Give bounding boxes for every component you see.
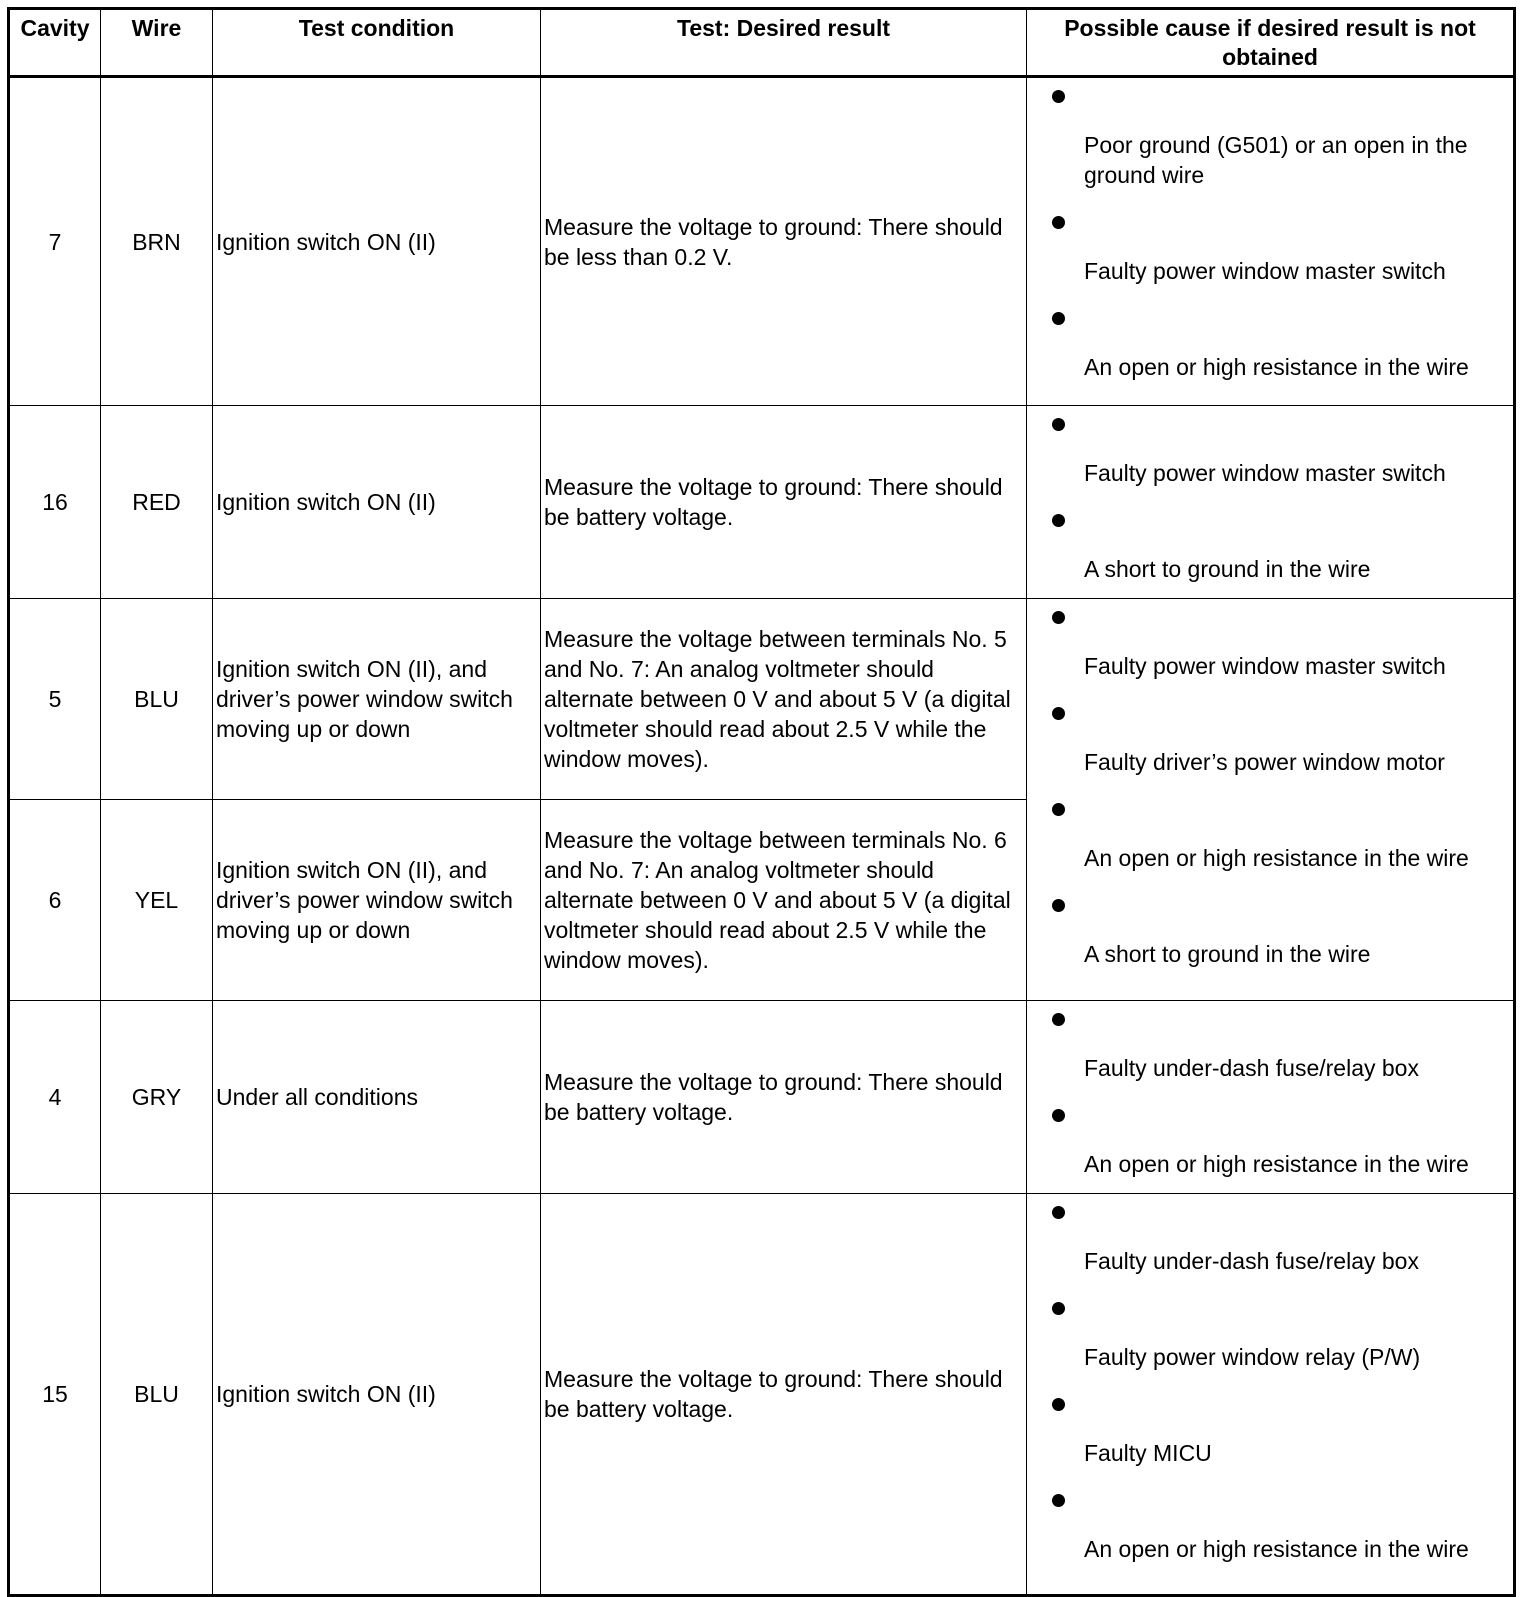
desired-result-cell: Measure the voltage to ground: There should be battery voltage. bbox=[541, 1194, 1027, 1596]
header-wire: Wire bbox=[101, 9, 213, 77]
cause-item bbox=[1030, 1194, 1510, 1276]
bullet-icon bbox=[1052, 1206, 1065, 1219]
table-row bbox=[9, 77, 1515, 406]
bullet-icon bbox=[1052, 90, 1065, 103]
cause-list bbox=[1030, 406, 1510, 584]
cause-item bbox=[1030, 406, 1510, 488]
table-row bbox=[9, 1194, 1515, 1596]
header-test-condition: Test condition bbox=[213, 9, 541, 77]
possible-cause-cell bbox=[1027, 1194, 1515, 1596]
wire-cell: RED bbox=[101, 406, 213, 599]
bullet-icon bbox=[1052, 1013, 1065, 1026]
cause-item bbox=[1030, 1290, 1510, 1372]
header-cavity: Cavity bbox=[9, 9, 101, 77]
wire-cell: GRY bbox=[101, 1001, 213, 1194]
bullet-icon bbox=[1052, 312, 1065, 325]
cause-text: Faulty driver’s power window motor bbox=[1084, 749, 1445, 775]
possible-cause-cell bbox=[1027, 599, 1515, 1001]
cavity-cell: 5 bbox=[9, 599, 101, 800]
connector-test-table bbox=[7, 7, 1516, 1597]
cause-item bbox=[1030, 78, 1510, 190]
test-condition-cell: Ignition switch ON (II) bbox=[213, 406, 541, 599]
cause-list bbox=[1030, 78, 1510, 382]
test-condition-cell: Under all conditions bbox=[213, 1001, 541, 1194]
bullet-icon bbox=[1052, 1494, 1065, 1507]
cause-list bbox=[1030, 599, 1510, 969]
bullet-icon bbox=[1052, 803, 1065, 816]
cause-text: Faulty under-dash fuse/relay box bbox=[1084, 1248, 1419, 1274]
cavity-cell: 16 bbox=[9, 406, 101, 599]
cause-text: Poor ground (G501) or an open in the ground wire bbox=[1084, 132, 1468, 188]
cause-text: Faulty under-dash fuse/relay box bbox=[1084, 1055, 1419, 1081]
cause-text: Faulty power window relay (P/W) bbox=[1084, 1344, 1421, 1370]
test-condition-cell: Ignition switch ON (II) bbox=[213, 1194, 541, 1596]
wire-cell: BLU bbox=[101, 1194, 213, 1596]
cause-item bbox=[1030, 887, 1510, 969]
cavity-cell: 4 bbox=[9, 1001, 101, 1194]
cause-item bbox=[1030, 1001, 1510, 1083]
cause-text: A short to ground in the wire bbox=[1084, 941, 1371, 967]
table-row bbox=[9, 599, 1515, 800]
bullet-icon bbox=[1052, 611, 1065, 624]
cause-text: An open or high resistance in the wire bbox=[1084, 1536, 1469, 1562]
test-condition-cell: Ignition switch ON (II), and driver’s power window switch moving up or down bbox=[213, 800, 541, 1001]
bullet-icon bbox=[1052, 1109, 1065, 1122]
cause-text: A short to ground in the wire bbox=[1084, 556, 1371, 582]
cause-text: Faulty power window master switch bbox=[1084, 653, 1446, 679]
cause-item bbox=[1030, 1097, 1510, 1179]
cause-list bbox=[1030, 1194, 1510, 1564]
header-desired-result: Test: Desired result bbox=[541, 9, 1027, 77]
wire-cell: YEL bbox=[101, 800, 213, 1001]
cause-item bbox=[1030, 502, 1510, 584]
bullet-icon bbox=[1052, 514, 1065, 527]
cause-item bbox=[1030, 1386, 1510, 1468]
cause-text: Faulty power window master switch bbox=[1084, 258, 1446, 284]
cause-text: Faulty MICU bbox=[1084, 1440, 1212, 1466]
cause-item bbox=[1030, 1482, 1510, 1564]
table-row bbox=[9, 406, 1515, 599]
header-row bbox=[9, 9, 1515, 77]
possible-cause-cell bbox=[1027, 406, 1515, 599]
cause-item bbox=[1030, 300, 1510, 382]
wire-cell: BLU bbox=[101, 599, 213, 800]
cause-item bbox=[1030, 599, 1510, 681]
test-condition-cell: Ignition switch ON (II), and driver’s power window switch moving up or down bbox=[213, 599, 541, 800]
cause-item bbox=[1030, 204, 1510, 286]
cavity-cell: 6 bbox=[9, 800, 101, 1001]
bullet-icon bbox=[1052, 1302, 1065, 1315]
cause-list bbox=[1030, 1001, 1510, 1179]
cause-text: Faulty power window master switch bbox=[1084, 460, 1446, 486]
cause-text: An open or high resistance in the wire bbox=[1084, 845, 1469, 871]
bullet-icon bbox=[1052, 707, 1065, 720]
cause-text: An open or high resistance in the wire bbox=[1084, 354, 1469, 380]
desired-result-cell: Measure the voltage between terminals No. 5 and No. 7: An analog voltmeter should alternate between 0 V and about 5 V (a digital voltmeter should read about 2.5 V while the window moves). bbox=[541, 599, 1027, 800]
possible-cause-cell bbox=[1027, 77, 1515, 406]
wire-cell: BRN bbox=[101, 77, 213, 406]
cause-item bbox=[1030, 791, 1510, 873]
bullet-icon bbox=[1052, 899, 1065, 912]
header-possible-cause: Possible cause if desired result is not obtained bbox=[1027, 9, 1515, 77]
bullet-icon bbox=[1052, 418, 1065, 431]
test-condition-cell: Ignition switch ON (II) bbox=[213, 77, 541, 406]
cavity-cell: 7 bbox=[9, 77, 101, 406]
cause-item bbox=[1030, 695, 1510, 777]
desired-result-cell: Measure the voltage to ground: There should be battery voltage. bbox=[541, 1001, 1027, 1194]
bullet-icon bbox=[1052, 216, 1065, 229]
table-row bbox=[9, 1001, 1515, 1194]
cause-text: An open or high resistance in the wire bbox=[1084, 1151, 1469, 1177]
possible-cause-cell bbox=[1027, 1001, 1515, 1194]
diagnostic-table-page bbox=[7, 7, 1513, 1587]
desired-result-cell: Measure the voltage to ground: There should be less than 0.2 V. bbox=[541, 77, 1027, 406]
desired-result-cell: Measure the voltage between terminals No. 6 and No. 7: An analog voltmeter should alternate between 0 V and about 5 V (a digital voltmeter should read about 2.5 V while the window moves). bbox=[541, 800, 1027, 1001]
bullet-icon bbox=[1052, 1398, 1065, 1411]
desired-result-cell: Measure the voltage to ground: There should be battery voltage. bbox=[541, 406, 1027, 599]
cavity-cell: 15 bbox=[9, 1194, 101, 1596]
